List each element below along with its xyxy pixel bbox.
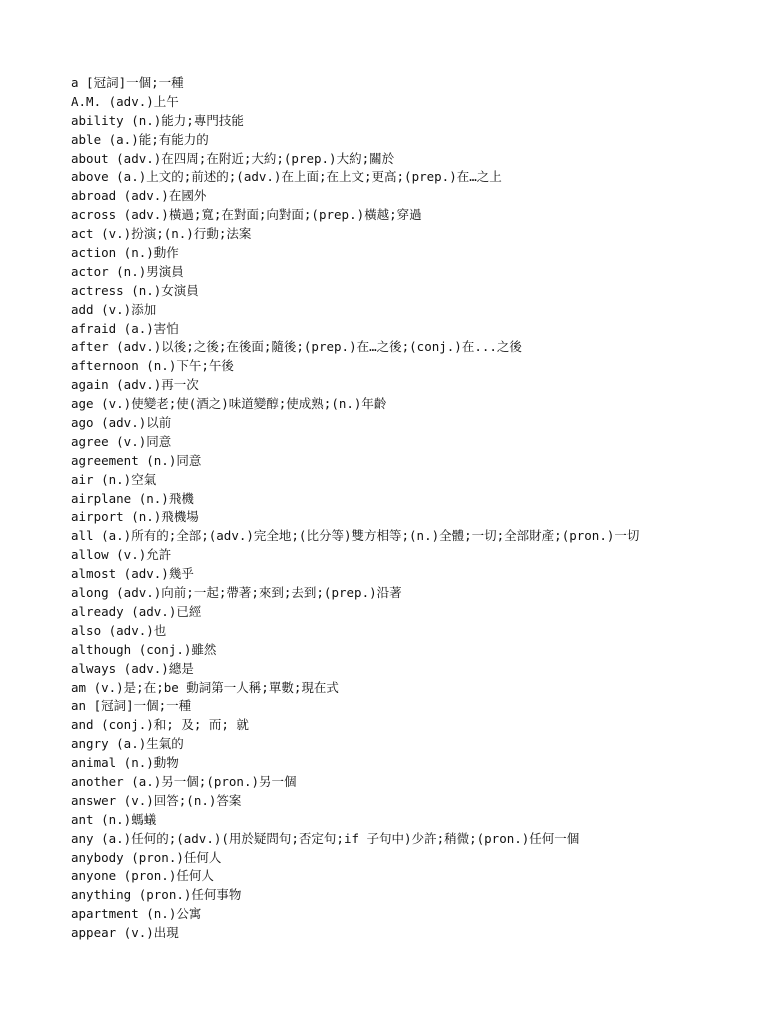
entry-about: about (adv.)在四周;在附近;大約;(prep.)大約;關於 bbox=[71, 150, 395, 166]
entry-actress: actress (n.)女演員 bbox=[71, 282, 199, 298]
entry-and: and (conj.)和; 及; 而; 就 bbox=[71, 717, 249, 733]
entry-apartment: apartment (n.)公寓 bbox=[71, 906, 202, 922]
entry-afternoon: afternoon (n.)下午;午後 bbox=[71, 358, 234, 374]
entry-add: add (v.)添加 bbox=[71, 301, 157, 317]
entry-agreement: agreement (n.)同意 bbox=[71, 452, 202, 468]
entry-appear: appear (v.)出現 bbox=[71, 925, 179, 941]
entry-any: any (a.)任何的;(adv.)(用於疑問句;否定句;if 子句中)少許;稍微;(pron.)任何一個 bbox=[71, 830, 580, 846]
entry-ago: ago (adv.)以前 bbox=[71, 415, 172, 431]
entry-age: age (v.)使變老;使(酒之)味道變醇;使成熟;(n.)年齡 bbox=[71, 396, 387, 412]
entry-airplane: airplane (n.)飛機 bbox=[71, 490, 194, 506]
entry-all: all (a.)所有的;全部;(adv.)完全地;(比分等)雙方相等;(n.)全體;一切;全部財產;(pron.)一切 bbox=[71, 528, 640, 544]
entry-abroad: abroad (adv.)在國外 bbox=[71, 188, 207, 204]
entry-a: a [冠詞]一個;一種 bbox=[71, 75, 184, 90]
entry-along: along (adv.)向前;一起;帶著;來到;去到;(prep.)沿著 bbox=[71, 585, 402, 601]
vocabulary-list bbox=[71, 74, 751, 943]
entry-actor: actor (n.)男演員 bbox=[71, 263, 184, 279]
entry-ant: ant (n.)螞蟻 bbox=[71, 811, 157, 827]
entry-am: A.M. (adv.)上午 bbox=[71, 93, 179, 109]
entry-also: also (adv.)也 bbox=[71, 622, 167, 638]
entry-angry: angry (a.)生氣的 bbox=[71, 736, 184, 752]
entry-ability: ability (n.)能力;專門技能 bbox=[71, 112, 244, 128]
entry-anybody: anybody (pron.)任何人 bbox=[71, 849, 222, 865]
entry-act: act (v.)扮演;(n.)行動;法案 bbox=[71, 226, 252, 242]
entry-above: above (a.)上文的;前述的;(adv.)在上面;在上文;更高;(prep.)在…之上 bbox=[71, 169, 502, 185]
entry-almost: almost (adv.)幾乎 bbox=[71, 566, 194, 582]
entry-able: able (a.)能;有能力的 bbox=[71, 131, 209, 147]
entry-although: although (conj.)雖然 bbox=[71, 641, 217, 657]
entry-anything: anything (pron.)任何事物 bbox=[71, 887, 242, 903]
entry-air: air (n.)空氣 bbox=[71, 471, 157, 487]
entry-an: an [冠詞]一個;一種 bbox=[71, 698, 192, 714]
entry-action: action (n.)動作 bbox=[71, 245, 179, 261]
entry-afraid: afraid (a.)害怕 bbox=[71, 320, 179, 336]
entry-another: another (a.)另一個;(pron.)另一個 bbox=[71, 773, 297, 789]
entry-after: after (adv.)以後;之後;在後面;隨後;(prep.)在…之後;(conj.)在...之後 bbox=[71, 339, 522, 355]
entry-answer: answer (v.)回答;(n.)答案 bbox=[71, 792, 242, 808]
entry-airport: airport (n.)飛機場 bbox=[71, 509, 199, 525]
entry-allow: allow (v.)允許 bbox=[71, 547, 172, 563]
entry-always: always (adv.)總是 bbox=[71, 660, 194, 676]
entry-am-verb: am (v.)是;在;be 動詞第一人稱;單數;現在式 bbox=[71, 679, 339, 695]
entry-across: across (adv.)橫過;寬;在對面;向對面;(prep.)橫越;穿過 bbox=[71, 207, 422, 223]
entry-animal: animal (n.)動物 bbox=[71, 755, 179, 771]
entry-anyone: anyone (pron.)任何人 bbox=[71, 868, 214, 884]
entry-again: again (adv.)再一次 bbox=[71, 377, 199, 393]
entry-agree: agree (v.)同意 bbox=[71, 433, 172, 449]
entry-already: already (adv.)已經 bbox=[71, 603, 202, 619]
